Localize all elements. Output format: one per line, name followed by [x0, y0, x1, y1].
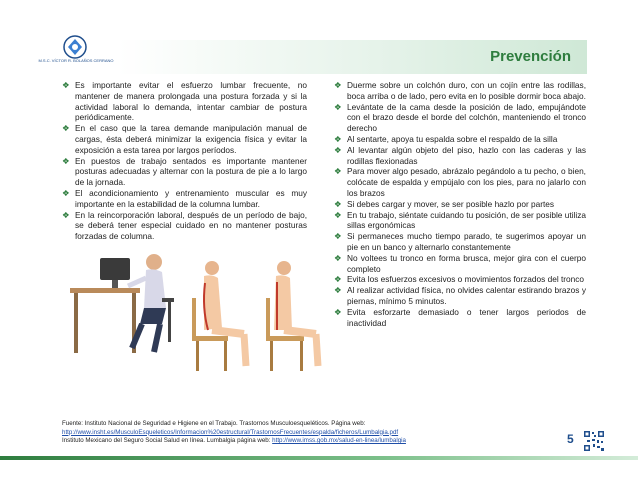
list-item: ❖ Evita esforzarte demasiado o tener largos periodos de inactividad: [334, 306, 586, 328]
diamond-bullet-icon: ❖: [62, 187, 70, 198]
right-column: [334, 80, 586, 328]
diamond-bullet-icon: ❖: [334, 306, 342, 317]
posture-illustration: [62, 238, 335, 378]
left-column: [62, 80, 307, 242]
logo: [36, 34, 116, 70]
source-link[interactable]: http://www.imss.gob.mx/salud-en-linea/lumbalgia: [272, 437, 406, 445]
page-title: Prevención: [490, 48, 571, 65]
footer-sources: [62, 420, 572, 446]
list-item: ❖ Levántate de la cama desde la posición de lado, empujándote con el brazo desde el borde del colchón, manteniendo el tronco derecho: [334, 101, 586, 134]
diamond-bullet-icon: ❖: [334, 101, 342, 112]
man-at-desk-figure: [70, 254, 174, 353]
list-item: ❖ En el caso que la tarea demande manipulación manual de cargas, ésta deberá minimizar la exigencia física y evitar la exposición a esta tarea por largos períodos.: [62, 123, 307, 155]
list-item: ❖ Al sentarte, apoya tu espalda sobre el respaldo de la silla: [334, 133, 558, 144]
logo-emblem-icon: [62, 34, 88, 60]
list-item: ❖ En puestos de trabajo sentados es importante mantener posturas adecuadas y alternar con la postura de pie a lo largo de la jornada.: [62, 155, 307, 188]
footer-line: Fuente: Instituto Nacional de Seguridad e Higiene en el Trabajo. Trastornos Musculoesqueléticos. Página web:: [62, 420, 366, 427]
diamond-bullet-icon: ❖: [334, 209, 342, 220]
page-number: 5: [567, 432, 574, 446]
list-item: ❖ Si debes cargar y mover, se ser posible hazlo por partes: [334, 198, 555, 209]
diamond-bullet-icon: ❖: [334, 198, 342, 209]
list-item: ❖ Al levantar algún objeto del piso, hazlo con las caderas y las rodillas flexionadas: [334, 144, 586, 166]
bottom-accent-bar: [0, 456, 638, 460]
diamond-bullet-icon: ❖: [334, 252, 342, 263]
diamond-bullet-icon: ❖: [334, 80, 342, 90]
list-item: ❖ Al realizar actividad física, no olvides calentar estirando brazos y piernas, mínimo 5 minutos.: [334, 285, 586, 306]
list-item: ❖ Duerme sobre un colchón duro, con un cojín entre las rodillas, boca arriba o de lado, pero evita en lo posible dormir boca abajo.: [334, 80, 586, 101]
right-bullet-list: [334, 80, 586, 328]
list-item: ❖ El acondicionamiento y entrenamiento muscular es muy importante en la estabilidad de la columna lumbar.: [62, 187, 307, 209]
diamond-bullet-icon: ❖: [334, 285, 342, 296]
logo-text: M.S.C. VÍCTOR R. BOLAÑOS CERRANO: [38, 58, 114, 63]
seated-figure-incorrect: [192, 261, 246, 371]
seated-figure-correct: [266, 261, 318, 371]
list-item: ❖ En la reincorporación laboral, después de un período de bajo, se deberá tener especial cuidado en no mantener posturas forzadas de columna.: [62, 209, 307, 242]
left-bullet-list: [62, 80, 307, 242]
diamond-bullet-icon: ❖: [334, 144, 342, 155]
list-item: ❖ No voltees tu tronco en forma brusca, mejor gira con el cuerpo completo: [334, 252, 586, 274]
title-bar: [118, 40, 587, 74]
list-item: ❖ Para mover algo pesado, abrázalo pegándolo a tu pecho, o bien, colócate de espalda y empújalo con los pies, para no jalarlo con los brazos: [334, 166, 586, 198]
diamond-bullet-icon: ❖: [334, 274, 342, 285]
qr-code-icon: [583, 430, 605, 452]
diamond-bullet-icon: ❖: [62, 209, 70, 220]
list-item: ❖ Es importante evitar el esfuerzo lumbar frecuente, no mantener de manera prolongada una postura forzada y si la actividad laboral lo demanda, intentar cambiar de postura periódicamente.: [62, 80, 307, 123]
diamond-bullet-icon: ❖: [62, 123, 70, 134]
diamond-bullet-icon: ❖: [62, 155, 70, 166]
list-item: ❖ En tu trabajo, siéntate cuidando tu posición, de ser posible utiliza sillas ergonómicas: [334, 209, 586, 231]
list-item: ❖ Si permaneces mucho tiempo parado, te sugerimos apoyar un pie en un banco y alternarlo constantemente: [334, 231, 586, 252]
diamond-bullet-icon: ❖: [334, 133, 342, 144]
footer-line: Instituto Mexicano del Seguro Social Salud en línea. Lumbalgia página web:: [62, 437, 273, 445]
source-link[interactable]: http://www.insht.es/MusculoEsqueleticos/Informacion%20estructural/TrastornosFrecuentes/espalda/ficheros/Lumbalgia.pdf: [62, 428, 399, 436]
list-item: ❖ Evita los esfuerzos excesivos o movimientos forzados del tronco: [334, 274, 585, 285]
diamond-bullet-icon: ❖: [62, 80, 70, 90]
diamond-bullet-icon: ❖: [334, 231, 342, 242]
diamond-bullet-icon: ❖: [334, 166, 342, 177]
